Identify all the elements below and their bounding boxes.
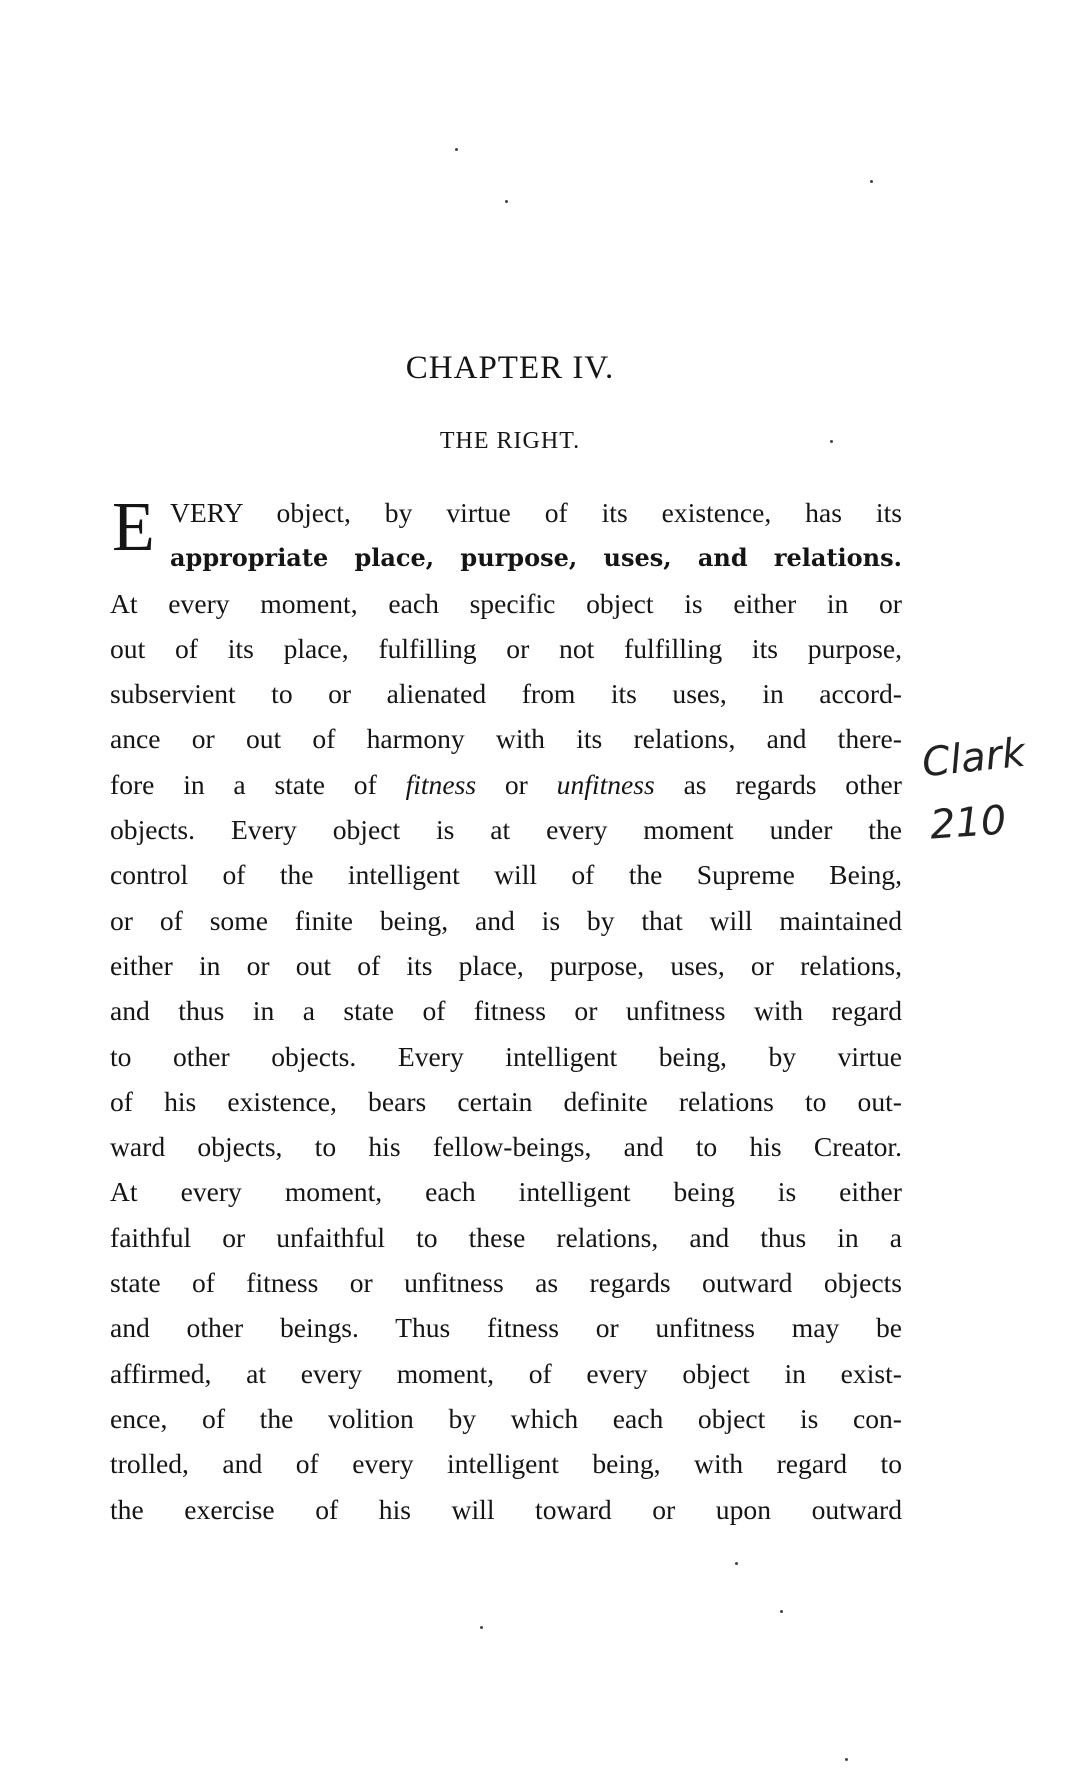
text-line: control of the intelligent will of the Supreme Being, [110,859,902,891]
scan-speck [830,440,833,443]
text-line: objects. Every object is at every moment under the [110,814,902,846]
scan-speck [505,200,508,203]
text-line: VERY object, by virtue of its existence, has its [170,497,902,528]
section-heading: THE RIGHT. [439,428,581,454]
text-fragment: or [504,768,528,800]
drop-cap-letter: E [112,489,155,566]
scan-speck [455,148,458,151]
text-line: and thus in a state of fitness or unfitness with regard [110,995,902,1027]
handwritten-margin-note: Clark [919,729,1028,787]
chapter-heading: CHAPTER IV. [405,350,615,386]
text-line: the exercise of his will toward or upon outward [110,1493,902,1525]
text-line [110,762,902,807]
text-line: or of some finite being, and is by that will maintained [110,904,902,936]
text-line: out of its place, fulfilling or not fulfilling its purpose, [110,632,902,664]
scan-speck [480,1626,483,1629]
handwritten-margin-note: 210 [928,797,1008,849]
text-fragment: fore in a state of [110,768,377,800]
text-line: either in or out of its place, purpose, uses, or relations, [110,949,902,981]
text-line: trolled, and of every intelligent being, with regard to [110,1448,902,1480]
scan-speck [780,1610,783,1613]
text-line: of his existence, bears certain definite relations to out- [110,1085,902,1117]
italic-term: unfitness [556,768,655,800]
text-line: and other beings. Thus fitness or unfitness may be [110,1312,902,1344]
text-line: At every moment, each intelligent being is either [110,1176,902,1208]
text-line: appropriate place, purpose, uses, and relations. [170,543,902,573]
scan-speck [870,180,873,183]
text-line: ence, of the volition by which each object is con- [110,1402,902,1434]
scan-speck [845,1758,848,1761]
text-line: state of fitness or unfitness as regards outward objects [110,1267,902,1299]
scan-speck [735,1562,738,1565]
text-line: to other objects. Every intelligent being, by virtue [110,1040,902,1072]
text-line: ance or out of harmony with its relations, and there- [110,723,902,755]
text-line: subservient to or alienated from its uses, in accord- [110,678,902,710]
italic-term: fitness [405,768,477,800]
body-paragraph [110,490,902,1532]
text-fragment: as regards other [683,768,902,800]
text-line: At every moment, each specific object is either in or [110,587,902,619]
text-line: affirmed, at every moment, of every object in exist- [110,1357,902,1389]
text-line: ward objects, to his fellow-beings, and to his Creator. [110,1131,902,1163]
text-line: faithful or unfaithful to these relations, and thus in a [110,1221,902,1253]
